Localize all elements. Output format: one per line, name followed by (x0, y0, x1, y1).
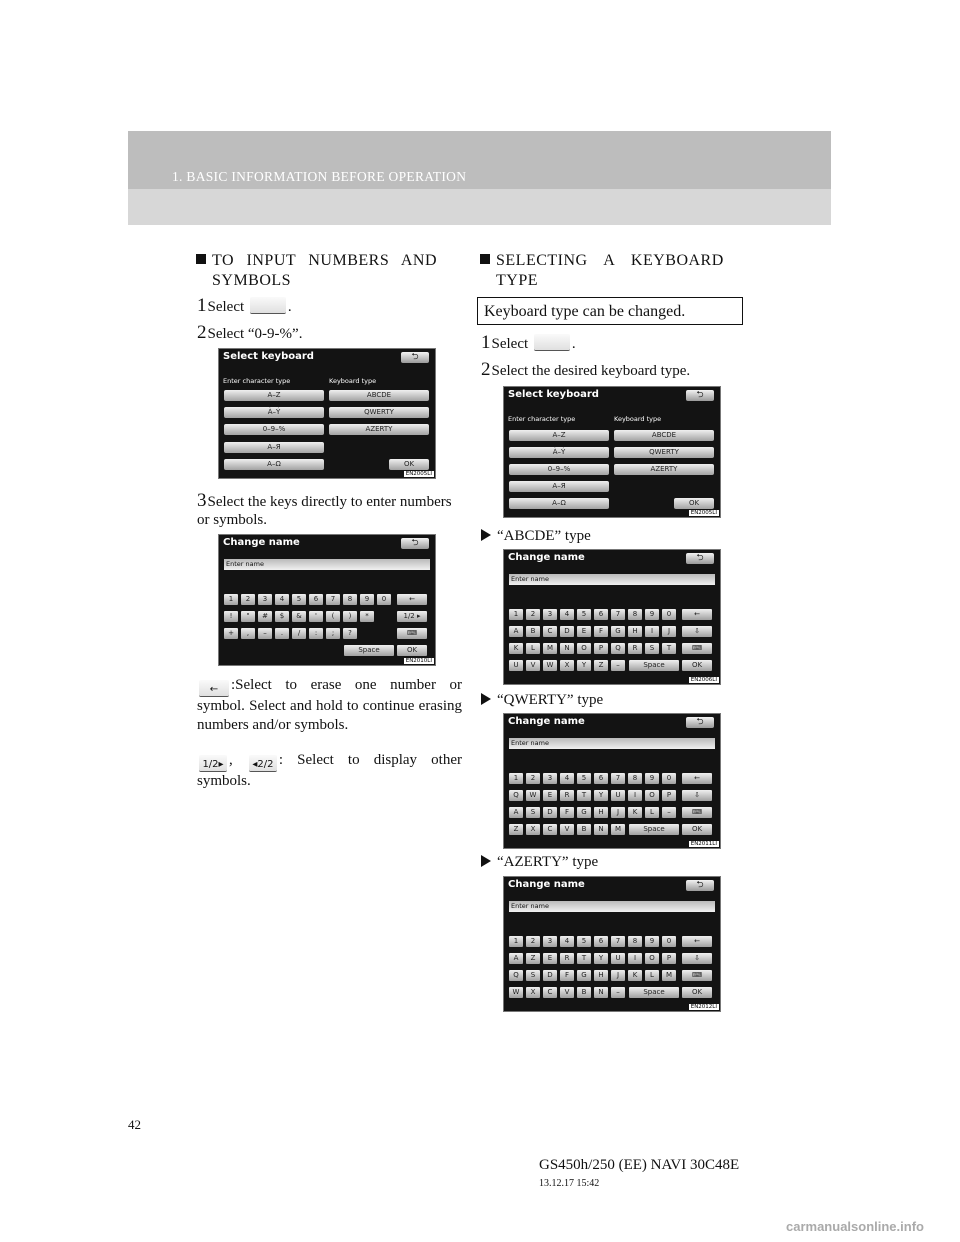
back-icon[interactable]: ⮌ (686, 880, 714, 891)
key-button[interactable]: V (560, 987, 574, 998)
key-button[interactable]: C (543, 824, 557, 835)
key-button[interactable]: A (509, 626, 523, 637)
key-button[interactable]: 6 (594, 609, 608, 620)
page-next-button[interactable]: 1/2 ▸ (397, 611, 427, 622)
arrow-right-icon (481, 693, 491, 705)
char-type-button[interactable]: Α–Ω (509, 498, 609, 509)
key-button[interactable]: 1 (509, 936, 523, 947)
key-button[interactable]: T (577, 953, 591, 964)
left-step-2: 2Select “0-9-%”. (197, 322, 303, 343)
backspace-icon[interactable]: ← (682, 609, 712, 620)
key-button[interactable]: 8 (628, 609, 642, 620)
key-button[interactable]: 0 (662, 773, 676, 784)
key-button[interactable]: R (560, 790, 574, 801)
key-button[interactable]: F (560, 970, 574, 981)
kbd-type-button[interactable]: ABCDE (614, 430, 714, 441)
key-button[interactable]: S (526, 807, 540, 818)
key-button[interactable]: 9 (645, 609, 659, 620)
key-button[interactable]: U (509, 660, 523, 671)
key-button[interactable]: 9 (645, 936, 659, 947)
key-button[interactable]: Y (594, 790, 608, 801)
key-button[interactable]: ( (326, 611, 340, 622)
key-button[interactable]: : (309, 628, 323, 639)
key-button[interactable]: B (526, 626, 540, 637)
key-button[interactable]: ) (343, 611, 357, 622)
key-button[interactable]: X (526, 987, 540, 998)
key-button[interactable]: 2 (241, 594, 255, 605)
key-button[interactable]: 4 (560, 936, 574, 947)
key-button[interactable]: 7 (611, 609, 625, 620)
key-button[interactable]: O (645, 953, 659, 964)
ok-button[interactable]: OK (397, 645, 427, 656)
right-step-1-text: Select (491, 336, 529, 352)
name-input[interactable]: Enter name (509, 738, 715, 749)
page-header (128, 131, 831, 225)
keyboard-icon[interactable]: ⌨ (682, 970, 712, 981)
char-type-button[interactable]: À–Ý (224, 407, 324, 418)
watermark: carmanualsonline.info (786, 1219, 924, 1234)
kbd-type-button[interactable]: AZERTY (329, 424, 429, 435)
key-button[interactable]: D (543, 807, 557, 818)
screen-title: Select keyboard (223, 351, 314, 362)
backspace-icon[interactable]: ← (682, 773, 712, 784)
azerty-caption (481, 853, 598, 871)
qwerty-keyboard-screen (503, 713, 721, 849)
key-button[interactable]: N (594, 824, 608, 835)
qwerty-caption-text: “QWERTY” type (497, 692, 604, 708)
header-title: 1. BASIC INFORMATION BEFORE OPERATION (172, 169, 467, 184)
key-button[interactable]: 4 (560, 609, 574, 620)
char-type-label: Enter character type (223, 377, 291, 385)
key-button[interactable]: 4 (275, 594, 289, 605)
print-date: 13.12.17 15:42 (539, 1178, 600, 1189)
key-button[interactable]: # (258, 611, 272, 622)
key-button[interactable]: 3 (258, 594, 272, 605)
key-button[interactable]: – (662, 807, 676, 818)
key-button[interactable]: 6 (594, 936, 608, 947)
key-button[interactable]: F (594, 626, 608, 637)
ok-button[interactable]: OK (674, 498, 714, 509)
keyboard-icon[interactable]: ⌨ (397, 628, 427, 639)
backspace-icon[interactable]: ← (682, 936, 712, 947)
key-button[interactable]: F (560, 807, 574, 818)
key-button[interactable]: Z (526, 953, 540, 964)
right-step-2: 2Select the desired keyboard type. (481, 359, 691, 380)
key-button[interactable]: R (628, 643, 642, 654)
key-button[interactable]: P (594, 643, 608, 654)
key-button[interactable]: A (509, 953, 523, 964)
key-button[interactable]: H (594, 807, 608, 818)
left-heading-line1: TO INPUT NUMBERS AND (212, 252, 437, 269)
key-button[interactable]: E (543, 953, 557, 964)
select-keyboard-screen-left (218, 348, 436, 479)
right-heading-line1: SELECTING A KEYBOARD (496, 252, 724, 269)
key-button[interactable]: 9 (645, 773, 659, 784)
key-button[interactable]: D (560, 626, 574, 637)
key-button[interactable]: K (509, 643, 523, 654)
key-button[interactable]: 3 (543, 773, 557, 784)
char-type-button[interactable]: 0–9–% (224, 424, 324, 435)
name-input[interactable]: Enter name (509, 901, 715, 912)
key-button[interactable]: V (526, 660, 540, 671)
keyboard-icon[interactable]: ⌨ (682, 807, 712, 818)
key-button[interactable]: I (628, 953, 642, 964)
key-button[interactable]: G (577, 970, 591, 981)
key-button[interactable]: L (526, 643, 540, 654)
key-button[interactable]: 8 (628, 936, 642, 947)
key-button[interactable]: . (275, 628, 289, 639)
right-step-2-text: Select the desired keyboard type. (491, 363, 691, 379)
kbd-type-label: Keyboard type (329, 377, 377, 385)
legend-pages: 1/2▸ , ◂2/2 : Select to display other symbols. (197, 752, 462, 789)
key-button[interactable]: P (662, 790, 676, 801)
key-button[interactable]: S (645, 643, 659, 654)
key-button[interactable]: E (543, 790, 557, 801)
key-button[interactable]: C (543, 987, 557, 998)
key-button[interactable]: 5 (292, 594, 306, 605)
key-button[interactable]: 6 (309, 594, 323, 605)
change-name-symbols-screen (218, 534, 436, 666)
key-button[interactable]: – (258, 628, 272, 639)
key-button[interactable]: P (662, 953, 676, 964)
char-type-button[interactable]: А–Я (509, 481, 609, 492)
screen-title: Change name (223, 537, 300, 548)
space-button[interactable]: Space (629, 660, 679, 671)
kbd-type-button[interactable]: AZERTY (614, 464, 714, 475)
key-button[interactable]: O (577, 643, 591, 654)
key-button[interactable]: C (543, 626, 557, 637)
key-button[interactable]: Q (509, 790, 523, 801)
key-button[interactable]: 4 (560, 773, 574, 784)
shift-icon[interactable]: ⇩ (682, 790, 712, 801)
key-button[interactable]: 6 (594, 773, 608, 784)
screen-code: EN2005LI (405, 471, 432, 477)
key-button[interactable]: 1 (509, 609, 523, 620)
key-button[interactable]: ? (343, 628, 357, 639)
key-button[interactable]: M (543, 643, 557, 654)
select-keyboard-screen-right (503, 386, 721, 518)
key-button[interactable]: Y (594, 953, 608, 964)
qwerty-caption (481, 691, 603, 709)
key-button[interactable]: 5 (577, 936, 591, 947)
key-button[interactable]: 5 (577, 773, 591, 784)
key-button[interactable]: W (509, 987, 523, 998)
key-button[interactable]: G (577, 807, 591, 818)
bullet-square-icon (196, 254, 206, 264)
keyboard-icon[interactable]: ⌨ (682, 643, 712, 654)
key-button[interactable]: 0 (377, 594, 391, 605)
backspace-icon[interactable]: ← (397, 594, 427, 605)
key-button[interactable]: 9 (360, 594, 374, 605)
key-button[interactable]: J (662, 626, 676, 637)
key-button[interactable]: & (292, 611, 306, 622)
back-icon[interactable]: ⮌ (686, 717, 714, 728)
key-button[interactable]: J (611, 970, 625, 981)
legend-backspace-text: :Select to erase one number or symbol. Select and hold to continue erasing numbers and/or symbols. (197, 677, 462, 733)
space-button[interactable]: Space (344, 645, 394, 656)
backspace-icon: ← (199, 680, 229, 697)
screen-code: EN2005LI (690, 510, 717, 516)
key-button[interactable]: Z (594, 660, 608, 671)
key-button[interactable]: 7 (611, 773, 625, 784)
key-button[interactable]: * (360, 611, 374, 622)
key-button[interactable]: D (543, 970, 557, 981)
header-band (128, 189, 831, 225)
abcde-keyboard-screen (503, 549, 721, 685)
right-heading (480, 251, 724, 291)
info-box: Keyboard type can be changed. (477, 297, 743, 325)
key-button[interactable]: S (526, 970, 540, 981)
name-input[interactable]: Enter name (509, 574, 715, 585)
screen-title: Select keyboard (508, 389, 599, 400)
key-button[interactable]: ; (326, 628, 340, 639)
key-button[interactable]: Q (509, 970, 523, 981)
page-next-icon: 1/2▸ (199, 755, 227, 772)
key-button[interactable]: 3 (543, 609, 557, 620)
key-button[interactable]: N (594, 987, 608, 998)
keyboard-icon (534, 334, 570, 351)
shift-icon[interactable]: ⇩ (682, 953, 712, 964)
screen-title: Change name (508, 552, 585, 563)
right-step-1: 1Select . (481, 332, 576, 353)
key-button[interactable]: 7 (326, 594, 340, 605)
back-icon[interactable]: ⮌ (401, 538, 429, 549)
right-heading-line2: TYPE (496, 272, 538, 289)
key-button[interactable]: W (543, 660, 557, 671)
char-type-button[interactable]: 0–9–% (509, 464, 609, 475)
char-type-button[interactable]: A–Z (509, 430, 609, 441)
key-button[interactable]: E (577, 626, 591, 637)
char-type-label: Enter character type (508, 415, 576, 423)
screen-code: EN2010LI (405, 658, 432, 664)
shift-icon[interactable]: ⇩ (682, 626, 712, 637)
space-button[interactable]: Space (629, 987, 679, 998)
key-button[interactable]: R (560, 953, 574, 964)
key-button[interactable]: U (611, 953, 625, 964)
key-button[interactable]: , (241, 628, 255, 639)
key-button[interactable]: 1 (224, 594, 238, 605)
key-button[interactable]: ! (224, 611, 238, 622)
kbd-type-button[interactable]: QWERTY (614, 447, 714, 458)
abcde-caption-text: “ABCDE” type (497, 528, 591, 544)
key-button[interactable]: – (611, 660, 625, 671)
char-type-button[interactable]: А–Я (224, 442, 324, 453)
key-button[interactable]: 7 (611, 936, 625, 947)
page-prev-icon: ◂2/2 (249, 755, 277, 772)
key-button[interactable]: G (611, 626, 625, 637)
key-button[interactable]: L (645, 970, 659, 981)
back-icon[interactable]: ⮌ (401, 352, 429, 363)
key-button[interactable]: L (645, 807, 659, 818)
model-code: GS450h/250 (EE) NAVI 30C48E (539, 1157, 740, 1173)
key-button[interactable]: J (611, 807, 625, 818)
key-button[interactable]: 0 (662, 609, 676, 620)
left-heading (196, 251, 437, 291)
kbd-type-button[interactable]: ABCDE (329, 390, 429, 401)
azerty-keyboard-screen (503, 876, 721, 1012)
ok-button[interactable]: OK (682, 660, 712, 671)
key-button[interactable]: 0 (662, 936, 676, 947)
key-button[interactable]: 8 (628, 773, 642, 784)
char-type-button[interactable]: A–Z (224, 390, 324, 401)
key-button[interactable]: – (611, 987, 625, 998)
screen-code: EN2011LI (690, 841, 717, 847)
key-button[interactable]: B (577, 987, 591, 998)
key-button[interactable]: M (611, 824, 625, 835)
arrow-right-icon (481, 529, 491, 541)
back-icon[interactable]: ⮌ (686, 390, 714, 401)
ok-button[interactable]: OK (389, 459, 429, 470)
key-button[interactable]: X (560, 660, 574, 671)
key-button[interactable]: H (594, 970, 608, 981)
left-heading-line2: SYMBOLS (212, 272, 292, 289)
key-button[interactable]: 2 (526, 609, 540, 620)
key-button[interactable]: / (292, 628, 306, 639)
char-type-button[interactable]: Α–Ω (224, 459, 324, 470)
key-button[interactable]: T (577, 790, 591, 801)
key-button[interactable]: W (526, 790, 540, 801)
kbd-type-label: Keyboard type (614, 415, 662, 423)
key-button[interactable]: M (662, 970, 676, 981)
legend-backspace (197, 676, 462, 735)
page-number: 42 (128, 1117, 141, 1132)
key-button[interactable]: U (611, 790, 625, 801)
key-button[interactable]: O (645, 790, 659, 801)
left-step-1: 1Select . (197, 295, 292, 316)
key-button[interactable]: K (628, 970, 642, 981)
abcde-caption (481, 527, 591, 545)
key-button[interactable]: + (224, 628, 238, 639)
back-icon[interactable]: ⮌ (686, 553, 714, 564)
ok-button[interactable]: OK (682, 987, 712, 998)
key-button[interactable]: $ (275, 611, 289, 622)
key-button[interactable]: 2 (526, 773, 540, 784)
key-button[interactable]: 5 (577, 609, 591, 620)
azerty-caption-text: “AZERTY” type (497, 854, 599, 870)
ok-button[interactable]: OK (682, 824, 712, 835)
key-button[interactable]: Q (611, 643, 625, 654)
screen-title: Change name (508, 716, 585, 727)
left-step-1-text: Select (207, 299, 245, 315)
char-type-button[interactable]: À–Ý (509, 447, 609, 458)
name-input[interactable]: Enter name (224, 559, 430, 570)
key-button[interactable]: 1 (509, 773, 523, 784)
key-button[interactable]: H (628, 626, 642, 637)
key-button[interactable]: B (577, 824, 591, 835)
key-button[interactable]: A (509, 807, 523, 818)
kbd-type-button[interactable]: QWERTY (329, 407, 429, 418)
key-button[interactable]: 2 (526, 936, 540, 947)
key-button[interactable]: 3 (543, 936, 557, 947)
key-button[interactable]: I (628, 790, 642, 801)
key-button[interactable]: 8 (343, 594, 357, 605)
key-button[interactable]: " (241, 611, 255, 622)
space-button[interactable]: Space (629, 824, 679, 835)
keyboard-icon (250, 297, 286, 314)
key-button[interactable]: V (560, 824, 574, 835)
screen-code: EN2006LI (690, 677, 717, 683)
legend-pages-text: : Select to display other symbols. (197, 752, 462, 789)
bullet-square-icon (480, 254, 490, 264)
left-step-3-text: Select the keys directly to enter numbers or symbols. (197, 494, 452, 528)
key-button[interactable]: X (526, 824, 540, 835)
key-button[interactable]: I (645, 626, 659, 637)
left-step-3: 3Select the keys directly to enter numbers or symbols. (197, 490, 452, 528)
screen-code: EN2012LI (690, 1004, 717, 1010)
key-button[interactable]: ' (309, 611, 323, 622)
key-button[interactable]: T (662, 643, 676, 654)
key-button[interactable]: N (560, 643, 574, 654)
key-button[interactable]: K (628, 807, 642, 818)
key-button[interactable]: Z (509, 824, 523, 835)
arrow-right-icon (481, 855, 491, 867)
screen-title: Change name (508, 879, 585, 890)
left-step-2-text: Select “0-9-%”. (207, 326, 303, 342)
key-button[interactable]: Y (577, 660, 591, 671)
